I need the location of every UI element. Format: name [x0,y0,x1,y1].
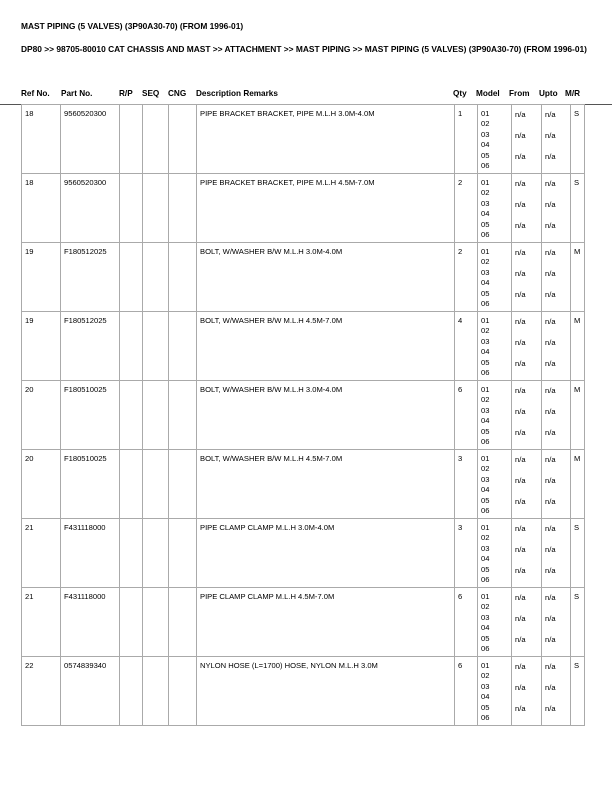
model-code: 02 [481,119,490,129]
model-code: 02 [481,671,490,681]
ref-no: 18 [22,174,61,243]
seq-cell [143,588,169,657]
rp-cell [120,243,143,312]
upto-list [542,174,571,243]
model-code: 02 [481,533,490,543]
qty: 3 [455,519,478,588]
mr: M [571,243,585,312]
mr: S [571,588,585,657]
from-list [512,450,542,519]
from-value: n/a [515,386,526,395]
mr: M [571,450,585,519]
model-code: 01 [481,247,490,256]
table-row [22,519,585,588]
table-row [22,588,585,657]
model-code: 04 [481,209,490,219]
model-code: 01 [481,661,490,670]
model-code: 06 [481,368,490,378]
table-header [0,88,612,105]
upto-value: n/a [545,427,556,437]
from-value: n/a [515,703,526,713]
upto-value: n/a [545,199,556,209]
from-value: n/a [515,110,526,119]
model-code: 03 [481,267,490,277]
from-list [512,312,542,381]
table-row [22,312,585,381]
part-no: F180510025 [61,450,120,519]
description: PIPE BRACKET BRACKET, PIPE M.L.H 4.5M-7.0M [197,174,455,243]
part-no: 9560520300 [61,105,120,174]
seq-cell [143,105,169,174]
table-row [22,243,585,312]
model-code: 04 [481,692,490,702]
seq-cell [143,243,169,312]
header-model: Model [476,89,500,98]
from-value: n/a [515,455,526,464]
from-value: n/a [515,199,526,209]
from-value: n/a [515,130,526,140]
model-code: 06 [481,437,490,447]
model-code: 04 [481,485,490,495]
ref-no: 21 [22,588,61,657]
upto-value: n/a [545,565,556,575]
from-value: n/a [515,337,526,347]
model-code: 05 [481,150,490,160]
ref-no: 22 [22,657,61,726]
mr: M [571,381,585,450]
ref-no: 21 [22,519,61,588]
mr: S [571,657,585,726]
qty: 6 [455,657,478,726]
model-code: 04 [481,140,490,150]
upto-value: n/a [545,544,556,554]
header-rp: R/P [119,89,133,98]
from-value: n/a [515,179,526,188]
ref-no: 19 [22,312,61,381]
from-list [512,519,542,588]
upto-value: n/a [545,179,556,188]
from-value: n/a [515,220,526,230]
rp-cell [120,519,143,588]
header-cng: CNG [168,89,187,98]
model-code: 06 [481,230,490,240]
model-code: 05 [481,564,490,574]
model-code: 05 [481,288,490,298]
model-list [478,519,512,588]
model-code: 02 [481,395,490,405]
upto-value: n/a [545,337,556,347]
model-code: 06 [481,506,490,516]
model-code: 01 [481,523,490,532]
description: PIPE CLAMP CLAMP M.L.H 4.5M-7.0M [197,588,455,657]
description: PIPE CLAMP CLAMP M.L.H 3.0M-4.0M [197,519,455,588]
rp-cell [120,312,143,381]
table-row [22,381,585,450]
description: PIPE BRACKET BRACKET, PIPE M.L.H 3.0M-4.0M [197,105,455,174]
from-value: n/a [515,406,526,416]
part-no: F180512025 [61,312,120,381]
from-list [512,381,542,450]
qty: 2 [455,243,478,312]
description: BOLT, W/WASHER B/W M.L.H 4.5M-7.0M [197,312,455,381]
ref-no: 20 [22,381,61,450]
upto-value: n/a [545,524,556,533]
upto-value: n/a [545,613,556,623]
upto-value: n/a [545,130,556,140]
seq-cell [143,174,169,243]
model-code: 01 [481,178,490,187]
parts-table [21,104,585,726]
model-code: 03 [481,612,490,622]
rp-cell [120,450,143,519]
cng-cell [169,243,197,312]
from-list [512,657,542,726]
model-list [478,588,512,657]
qty: 1 [455,105,478,174]
seq-cell [143,381,169,450]
cng-cell [169,105,197,174]
upto-value: n/a [545,358,556,368]
from-value: n/a [515,565,526,575]
rp-cell [120,588,143,657]
part-no: F180510025 [61,381,120,450]
model-code: 01 [481,316,490,325]
model-code: 01 [481,454,490,463]
qty: 4 [455,312,478,381]
from-value: n/a [515,475,526,485]
upto-value: n/a [545,220,556,230]
upto-list [542,519,571,588]
model-code: 03 [481,543,490,553]
upto-list [542,588,571,657]
rp-cell [120,657,143,726]
model-code: 03 [481,129,490,139]
cng-cell [169,174,197,243]
header-seq: SEQ [142,89,160,98]
table-row [22,174,585,243]
model-code: 04 [481,623,490,633]
table-row [22,105,585,174]
model-code: 05 [481,357,490,367]
upto-value: n/a [545,703,556,713]
upto-list [542,450,571,519]
header-upto: Upto [539,89,558,98]
model-code: 05 [481,219,490,229]
model-code: 03 [481,681,490,691]
header-mr: M/R [565,89,581,98]
model-list [478,243,512,312]
model-code: 01 [481,109,490,118]
description: NYLON HOSE (L=1700) HOSE, NYLON M.L.H 3.0M [197,657,455,726]
qty: 2 [455,174,478,243]
model-code: 04 [481,278,490,288]
upto-value: n/a [545,682,556,692]
from-value: n/a [515,358,526,368]
mr: S [571,105,585,174]
header-qty: Qty [453,89,467,98]
upto-list [542,657,571,726]
part-no: F431118000 [61,588,120,657]
upto-value: n/a [545,406,556,416]
model-code: 04 [481,554,490,564]
part-no: F431118000 [61,519,120,588]
from-value: n/a [515,427,526,437]
from-value: n/a [515,662,526,671]
model-code: 01 [481,385,490,394]
upto-list [542,381,571,450]
upto-value: n/a [545,289,556,299]
seq-cell [143,312,169,381]
model-code: 03 [481,336,490,346]
model-list [478,174,512,243]
cng-cell [169,450,197,519]
upto-value: n/a [545,151,556,161]
qty: 3 [455,450,478,519]
from-value: n/a [515,682,526,692]
header-ref: Ref No. [21,89,50,98]
from-value: n/a [515,248,526,257]
header-from: From [509,89,530,98]
from-value: n/a [515,268,526,278]
from-list [512,588,542,657]
model-code: 02 [481,326,490,336]
upto-value: n/a [545,593,556,602]
part-no: 9560520300 [61,174,120,243]
upto-list [542,312,571,381]
model-code: 03 [481,474,490,484]
breadcrumb: DP80 >> 98705-80010 CAT CHASSIS AND MAST >> ATTACHMENT >> MAST PIPING >> MAST PIPING (5 VALVES) (3P90A30-70) (FROM 1996-01) [21,44,587,54]
from-value: n/a [515,151,526,161]
qty: 6 [455,588,478,657]
from-value: n/a [515,634,526,644]
upto-value: n/a [545,634,556,644]
upto-value: n/a [545,662,556,671]
upto-value: n/a [545,455,556,464]
upto-value: n/a [545,268,556,278]
model-code: 06 [481,644,490,654]
from-value: n/a [515,317,526,326]
model-code: 05 [481,495,490,505]
table-row [22,657,585,726]
cng-cell [169,519,197,588]
cng-cell [169,588,197,657]
cng-cell [169,312,197,381]
upto-value: n/a [545,475,556,485]
model-code: 02 [481,188,490,198]
upto-list [542,105,571,174]
upto-value: n/a [545,317,556,326]
cng-cell [169,381,197,450]
upto-value: n/a [545,248,556,257]
qty: 6 [455,381,478,450]
rp-cell [120,381,143,450]
from-value: n/a [515,496,526,506]
model-code: 06 [481,299,490,309]
model-code: 04 [481,416,490,426]
description: BOLT, W/WASHER B/W M.L.H 4.5M-7.0M [197,450,455,519]
model-code: 01 [481,592,490,601]
model-code: 06 [481,713,490,723]
model-code: 05 [481,426,490,436]
mr: S [571,174,585,243]
from-value: n/a [515,613,526,623]
model-code: 06 [481,161,490,171]
upto-value: n/a [545,110,556,119]
upto-value: n/a [545,386,556,395]
seq-cell [143,657,169,726]
part-no: 0574839340 [61,657,120,726]
from-value: n/a [515,544,526,554]
page-title: MAST PIPING (5 VALVES) (3P90A30-70) (FROM 1996-01) [21,21,244,31]
ref-no: 18 [22,105,61,174]
upto-value: n/a [545,496,556,506]
model-code: 03 [481,405,490,415]
rp-cell [120,105,143,174]
from-value: n/a [515,289,526,299]
table-row [22,450,585,519]
model-list [478,381,512,450]
upto-list [542,243,571,312]
model-list [478,657,512,726]
from-value: n/a [515,593,526,602]
model-code: 06 [481,575,490,585]
mr: S [571,519,585,588]
model-code: 04 [481,347,490,357]
rp-cell [120,174,143,243]
model-code: 02 [481,602,490,612]
from-list [512,243,542,312]
model-code: 02 [481,464,490,474]
model-list [478,450,512,519]
header-part: Part No. [61,89,93,98]
model-code: 02 [481,257,490,267]
from-list [512,105,542,174]
seq-cell [143,519,169,588]
ref-no: 19 [22,243,61,312]
header-desc: Description Remarks [196,89,278,98]
model-code: 05 [481,633,490,643]
mr: M [571,312,585,381]
model-list [478,105,512,174]
part-no: F180512025 [61,243,120,312]
model-code: 03 [481,198,490,208]
model-code: 05 [481,702,490,712]
from-value: n/a [515,524,526,533]
description: BOLT, W/WASHER B/W M.L.H 3.0M-4.0M [197,243,455,312]
ref-no: 20 [22,450,61,519]
description: BOLT, W/WASHER B/W M.L.H 3.0M-4.0M [197,381,455,450]
cng-cell [169,657,197,726]
seq-cell [143,450,169,519]
model-list [478,312,512,381]
from-list [512,174,542,243]
